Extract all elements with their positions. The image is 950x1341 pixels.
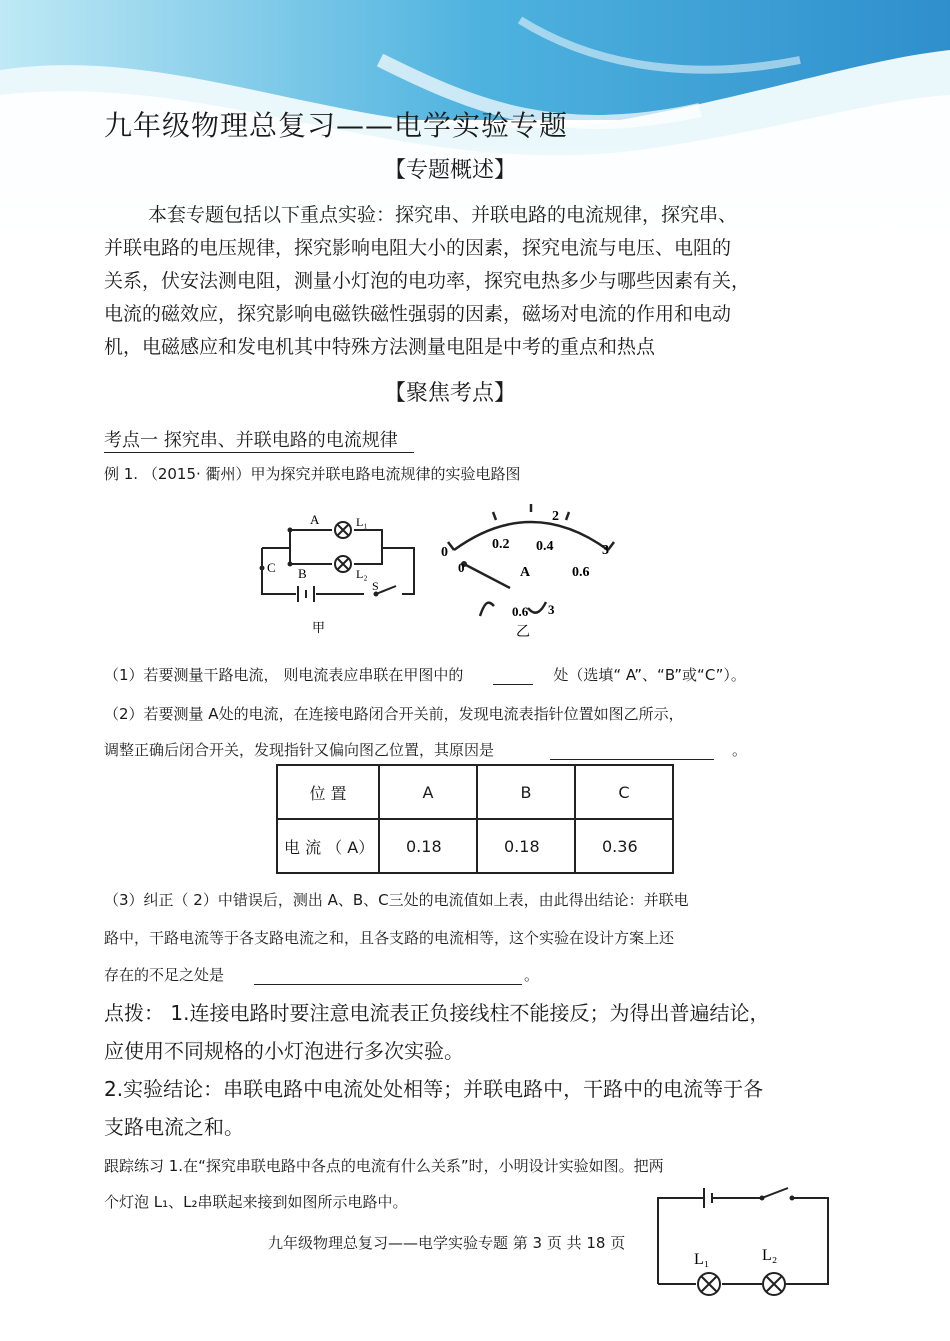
tips-line-3: 2.实验结论：串联电路中电流处处相等；并联电路中，干路中的电流等于各 [104, 1077, 764, 1101]
terminal-3: 3 [548, 602, 555, 617]
label-A: A [310, 512, 320, 527]
table-row [277, 819, 673, 873]
meter-zero-label: 0 [458, 560, 465, 575]
ammeter-diagram [436, 498, 626, 640]
tips-line-4: 支路电流之和。 [104, 1115, 244, 1139]
overview-line-1: 本套专题包括以下重点实验：探究串、并联电路的电流规律，探究串、 [148, 204, 738, 226]
practice-line-2: 个灯泡 L₁、L₂串联起来接到如图所示电路中。 [104, 1193, 408, 1211]
question-3-part-c: 存在的不足之处是 [104, 966, 225, 984]
meter-tick-0-6: 0.6 [572, 565, 590, 580]
meter-tick-0-2: 0.2 [492, 537, 510, 552]
meter-tick-2: 2 [552, 509, 559, 524]
question-2-end: 。 [732, 741, 748, 759]
example-intro: 例 1. （2015· 衢州）甲为探究并联电路电流规律的实验电路图 [104, 465, 521, 483]
page-footer: 九年级物理总复习——电学实验专题 第 3 页 共 18 页 [268, 1234, 626, 1252]
table-header-cell: 位 置 [277, 765, 379, 819]
tips-line-2: 应使用不同规格的小灯泡进行多次实验。 [104, 1039, 464, 1063]
table-header-cell: B [477, 765, 575, 819]
table-row-label: 电 流 （ A） [277, 819, 379, 873]
practice-line-1: 跟踪练习 1.在“探究串联电路中各点的电流有什么关系”时，小明设计实验如图。把两 [104, 1157, 664, 1175]
label-S: S [372, 579, 379, 593]
caption-yi: 乙 [516, 624, 530, 640]
overview-line-4: 电流的磁效应，探究影响电磁铁磁性强弱的因素，磁场对电流的作用和电动 [104, 303, 732, 325]
table-header-cell: C [575, 765, 673, 819]
answer-blank-3[interactable] [254, 984, 522, 985]
meter-tick-0-4: 0.4 [536, 539, 554, 554]
series-circuit-diagram [652, 1180, 832, 1300]
question-3-line-2: 路中，干路电流等于各支路电流之和，且各支路的电流相等，这个实验在设计方案上还 [104, 929, 675, 947]
meter-tick-0: 0 [441, 545, 448, 560]
question-2-line-2 [104, 739, 747, 760]
overview-line-3: 关系，伏安法测电阻，测量小灯泡的电功率，探究电热多少与哪些因素有关， [104, 270, 751, 292]
answer-blank-2[interactable] [550, 759, 714, 760]
table-cell: 0.18 [477, 819, 575, 873]
label-L2: L₂ [356, 567, 368, 581]
caption-jia: 甲 [312, 621, 326, 636]
terminal-0-6: 0.6 [512, 604, 529, 619]
table-header-cell: A [379, 765, 477, 819]
kaodian-heading: 考点一 探究串、并联电路的电流规律 [104, 426, 414, 453]
answer-blank-1[interactable] [493, 684, 533, 685]
meter-unit: A [520, 565, 531, 580]
question-1-part-b: 处（选填“ A”、“B”或“C”）。 [553, 666, 746, 684]
label-B: B [298, 566, 307, 581]
label-C: C [267, 560, 276, 575]
table-cell: 0.36 [575, 819, 673, 873]
question-3-line-3 [104, 964, 539, 985]
question-3-end: 。 [524, 966, 540, 984]
series-label-L1: L₁ [694, 1251, 710, 1268]
question-3-line-1: （3）纠正（ 2）中错误后，测出 A、B、C三处的电流值如上表，由此得出结论：并联电 [104, 891, 689, 909]
parallel-circuit-diagram [254, 508, 424, 640]
question-1-text [104, 664, 746, 685]
overview-line-2: 并联电路的电压规律，探究影响电阻大小的因素，探究电流与电压、电阻的 [104, 237, 732, 259]
table-header-row [277, 765, 673, 819]
question-1-part-a: （1）若要测量干路电流， 则电流表应串联在甲图中的 [104, 666, 464, 684]
question-2-part-b: 调整正确后闭合开关，发现指针又偏向图乙位置，其原因是 [104, 741, 495, 759]
series-label-L2: L₂ [762, 1247, 778, 1264]
meter-tick-3: 3 [602, 543, 609, 558]
question-2-line-1: （2）若要测量 A处的电流，在连接电路闭合开关前，发现电流表指针位置如图乙所示， [104, 705, 684, 723]
focus-heading: 【聚焦考点】 [384, 381, 517, 406]
current-table [276, 764, 674, 874]
table-cell: 0.18 [379, 819, 477, 873]
label-L1: L₁ [356, 515, 368, 529]
overview-line-5: 机，电磁感应和发电机其中特殊方法测量电阻是中考的重点和热点 [104, 336, 656, 358]
page-title: 九年级物理总复习——电学实验专题 [104, 109, 569, 142]
overview-heading: 【专题概述】 [384, 158, 517, 183]
tips-line-1: 点拨： 1.连接电路时要注意电流表正负接线柱不能接反；为得出普遍结论， [104, 1001, 770, 1025]
